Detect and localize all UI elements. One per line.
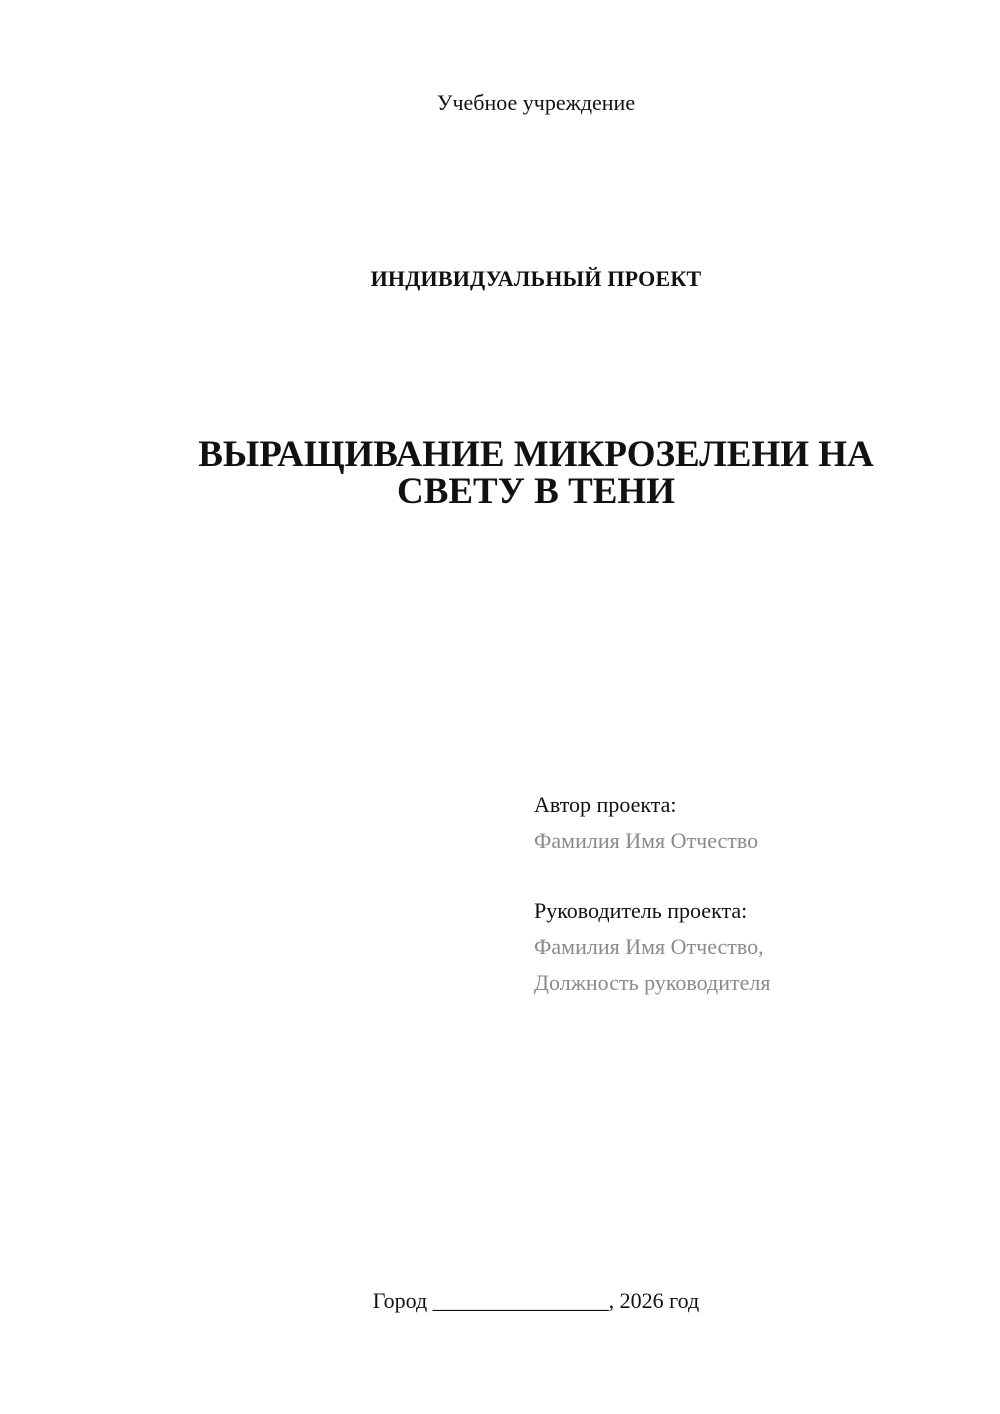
project-title-line-1: ВЫРАЩИВАНИЕ МИКРОЗЕЛЕНИ НА <box>198 434 874 475</box>
project-title-line-2: СВЕТУ В ТЕНИ <box>396 471 675 512</box>
author-label: Автор проекта: <box>534 792 677 817</box>
supervisor-name: Фамилия Имя Отчество, <box>534 934 764 959</box>
author-name: Фамилия Имя Отчество <box>534 828 759 853</box>
credits-spacer <box>534 859 770 893</box>
project-type: ИНДИВИДУАЛЬНЫЙ ПРОЕКТ <box>370 266 702 291</box>
supervisor-position: Должность руководителя <box>534 970 771 995</box>
project-title <box>36 436 1000 510</box>
credits-block <box>534 787 770 1001</box>
supervisor-label: Руководитель проекта: <box>534 898 748 923</box>
institution-name: Учебное учреждение <box>436 90 636 115</box>
city-year-line: Город ________________, 2026 год <box>372 1288 700 1313</box>
